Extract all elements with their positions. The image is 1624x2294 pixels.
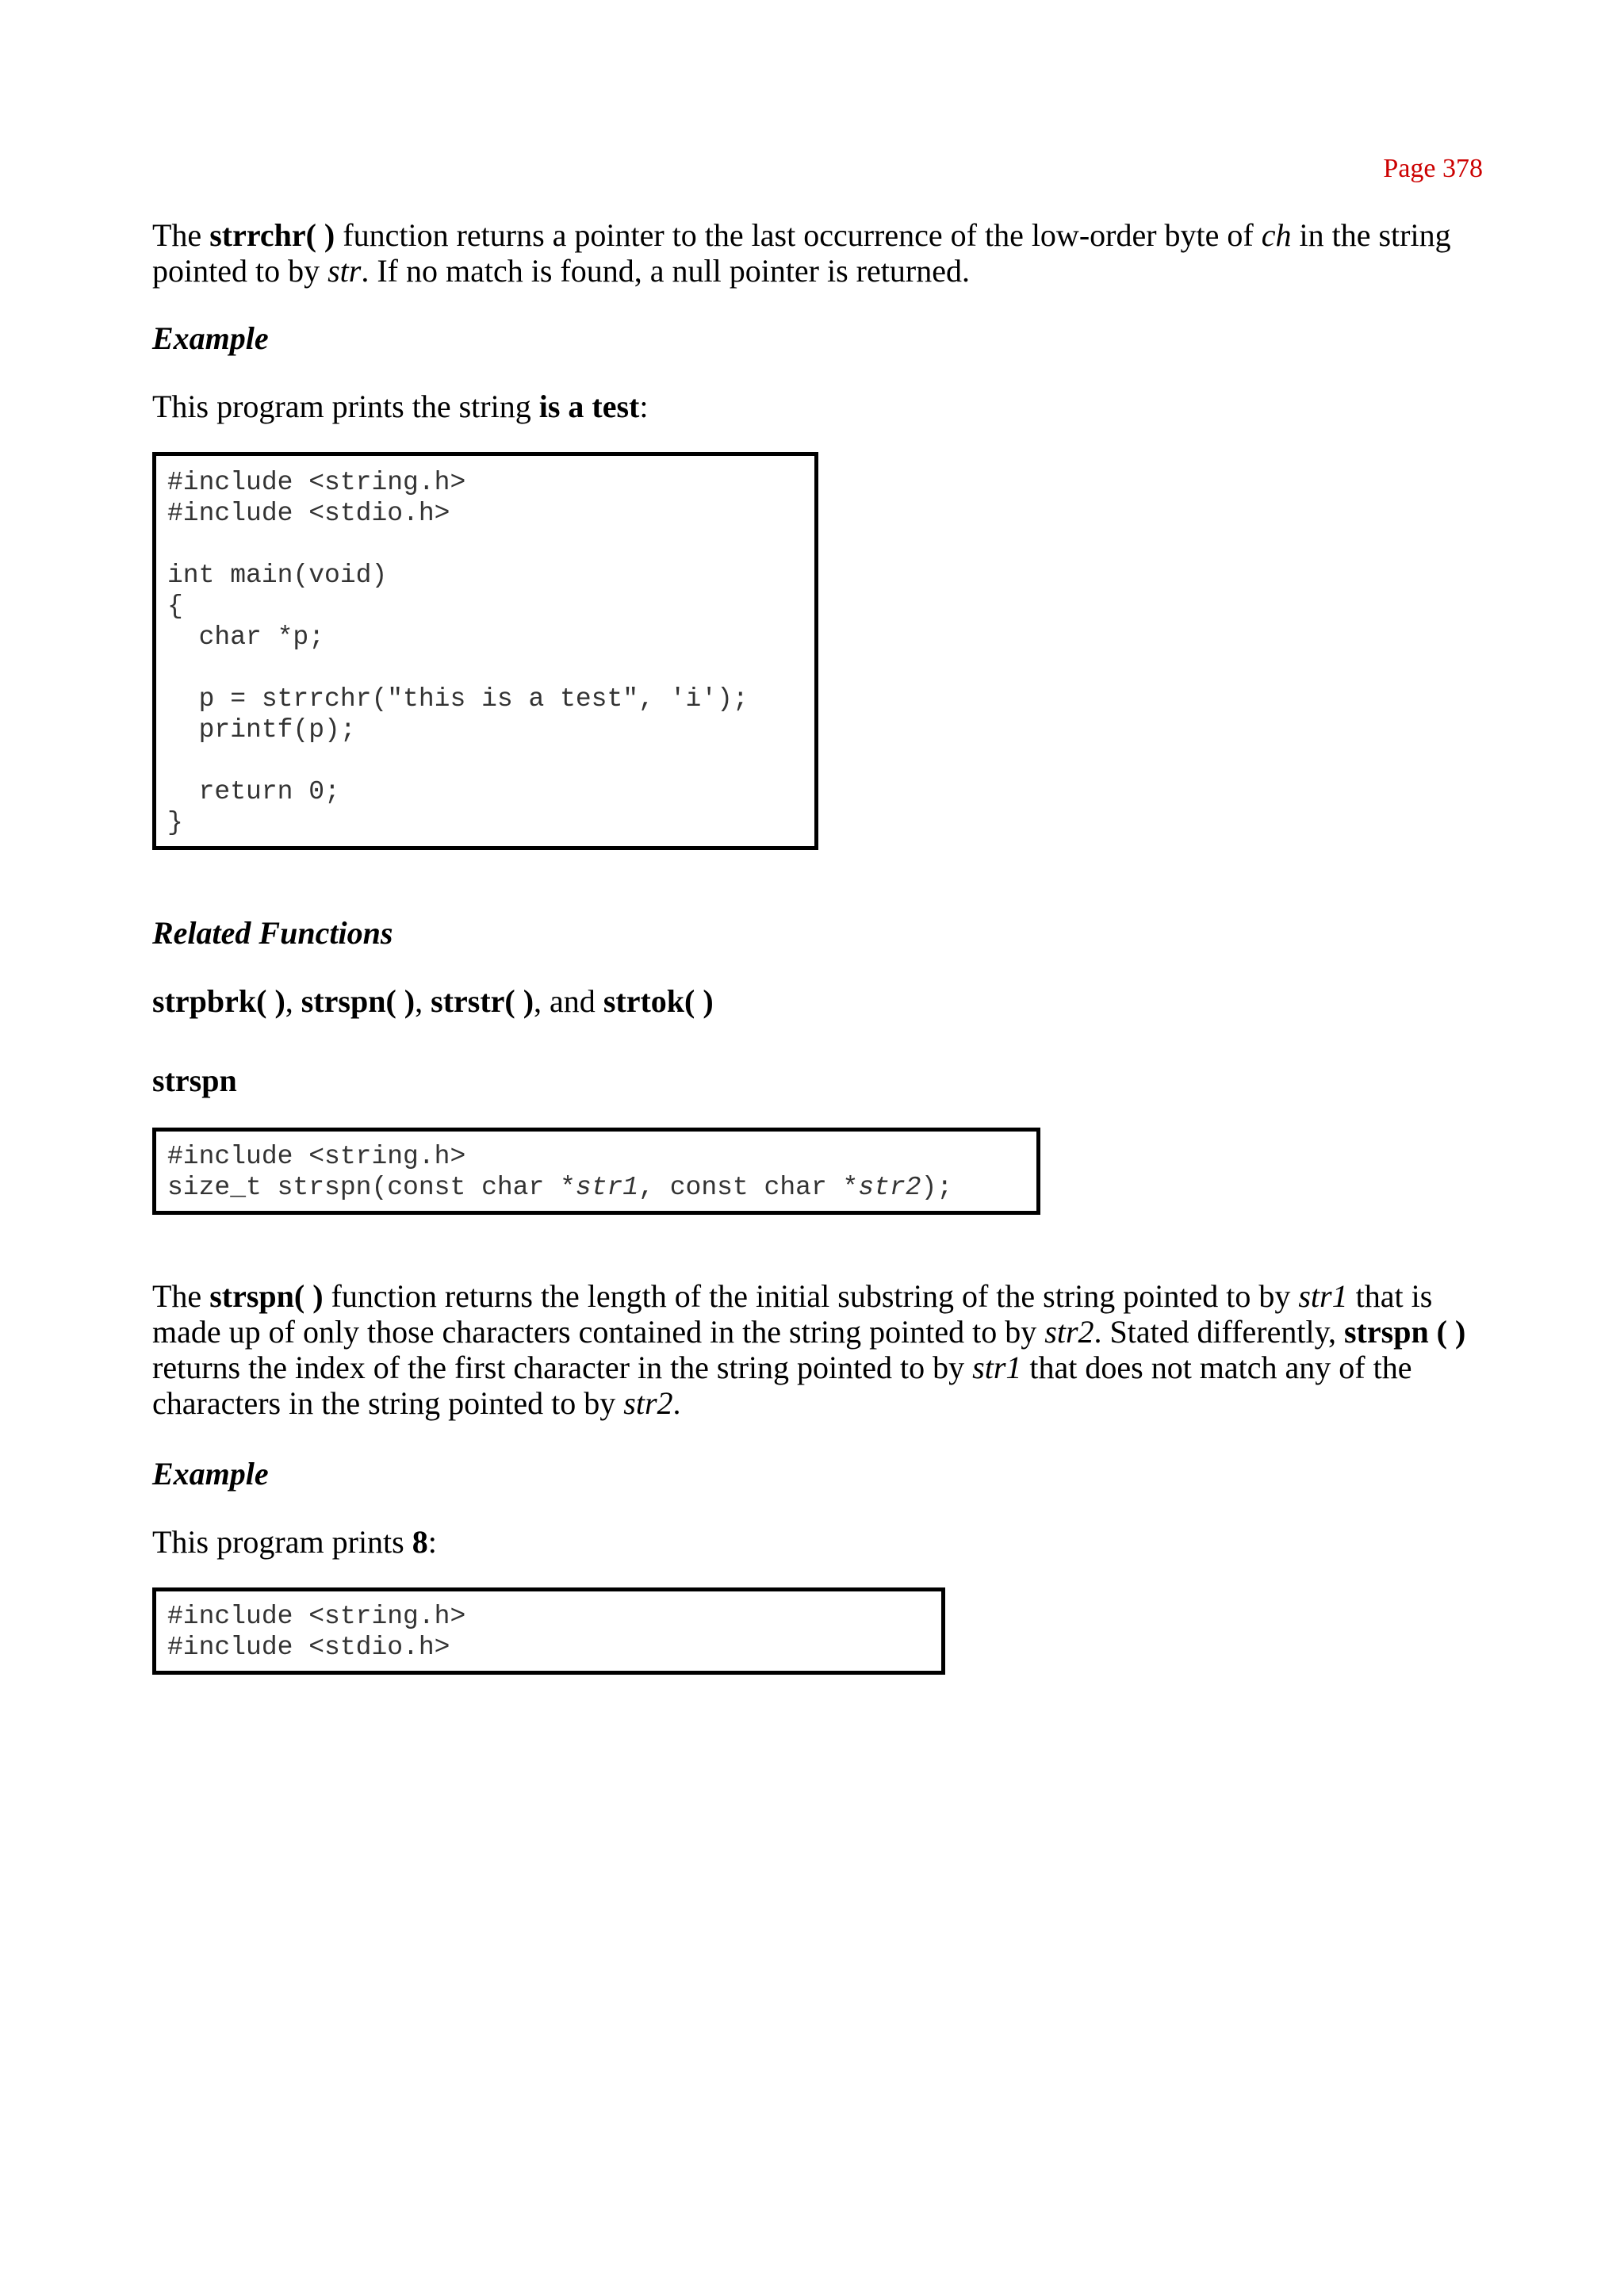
- code-line: [167, 745, 802, 776]
- output-value: 8: [412, 1524, 428, 1560]
- code-line: return 0;: [167, 777, 340, 806]
- related-functions-list: strpbrk( ), strspn( ), strstr( ), and strtok( ): [152, 983, 714, 1019]
- code-line: p = strrchr("this is a test", 'i');: [167, 684, 749, 714]
- param-name: str: [327, 253, 362, 289]
- code-line: {: [167, 592, 183, 621]
- example-heading: Example: [152, 320, 269, 356]
- example-description: This program prints the string is a test:: [152, 389, 649, 424]
- function-link: strtok( ): [603, 983, 714, 1019]
- example-heading: Example: [152, 1456, 269, 1492]
- param-name: ch: [1261, 217, 1292, 253]
- code-line: [167, 529, 802, 560]
- strspn-description: The strspn( ) function returns the length of the initial substring of the string pointed to by str1 that is made up of only those characters contained in the string pointed to by str2. Stated differently, strspn ( ) returns the index of the first character in the string pointed to by str1 that does not match any of the characters in the string pointed to by str2.: [152, 1278, 1466, 1421]
- function-name: strspn ( ): [1343, 1314, 1466, 1350]
- function-link: strstr( ): [431, 983, 534, 1019]
- code-line: #include <stdio.h>: [167, 499, 450, 528]
- section-title: strspn: [152, 1063, 237, 1098]
- intro-paragraph: The strrchr( ) function returns a pointer to the last occurrence of the low-order byte of ch in the string pointed to by str. If no match is found, a null pointer is returned.: [152, 217, 1451, 289]
- prototype-box: [152, 1128, 1040, 1215]
- code-line: #include <string.h>: [167, 468, 466, 497]
- param-name: str1: [972, 1350, 1022, 1385]
- function-link: strspn( ): [301, 983, 416, 1019]
- code-line: #include <string.h>: [167, 1602, 466, 1631]
- function-link: strpbrk( ): [152, 983, 285, 1019]
- code-line: }: [167, 808, 183, 837]
- output-value: is a test: [538, 389, 640, 424]
- related-functions-heading: Related Functions: [152, 915, 393, 951]
- code-line: [167, 653, 802, 684]
- code-line: printf(p);: [167, 715, 356, 745]
- param-name: str2: [1044, 1314, 1094, 1350]
- code-line: int main(void): [167, 561, 388, 590]
- code-line: #include <stdio.h>: [167, 1633, 450, 1662]
- code-line: char *p;: [167, 622, 325, 652]
- prototype-signature: size_t strspn(const char *str1, const char *str2);: [167, 1173, 953, 1202]
- page-number: Page 378: [1383, 154, 1483, 183]
- code-example-box: [152, 452, 818, 850]
- param-name: str2: [623, 1385, 673, 1421]
- example-description: This program prints 8:: [152, 1524, 437, 1560]
- function-name: strspn( ): [209, 1278, 324, 1314]
- prototype-include: #include <string.h>: [167, 1142, 466, 1171]
- code-example-box: [152, 1587, 945, 1675]
- param-name: str1: [1298, 1278, 1348, 1314]
- function-name: strrchr( ): [209, 217, 335, 253]
